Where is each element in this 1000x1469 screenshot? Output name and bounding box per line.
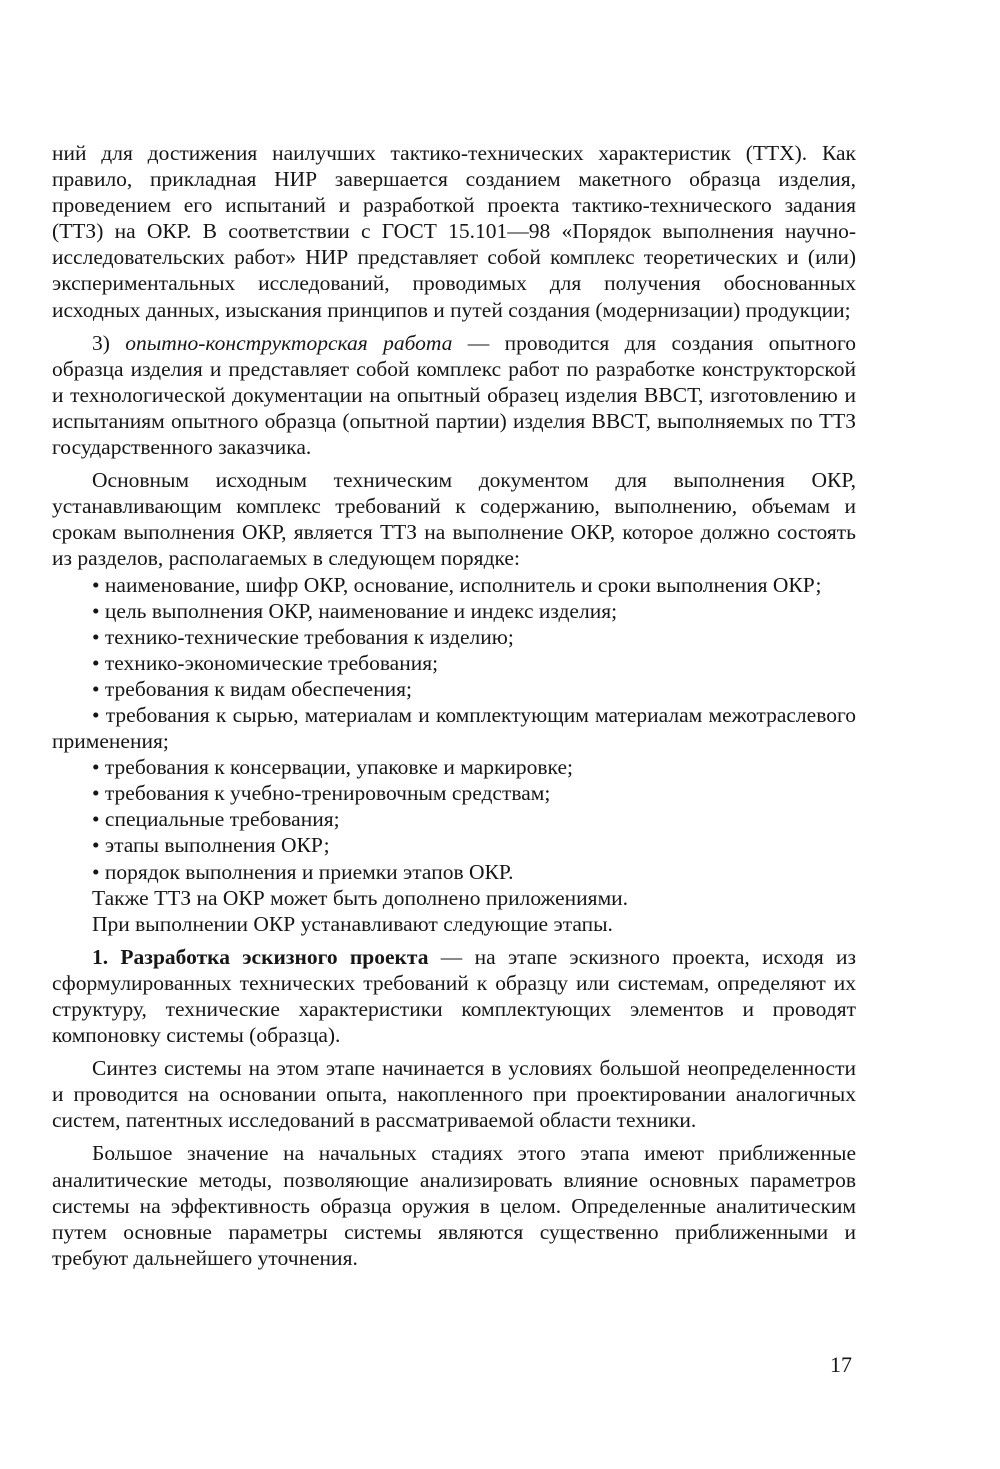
page-body — [52, 140, 856, 1271]
paragraph-stages: При выполнении ОКР устанавливают следующие этапы. — [92, 911, 613, 936]
list-item: • требования к сырью, материалам и комплектующим материалам межотраслевого применения; — [52, 702, 856, 754]
list-item: • наименование, шифр ОКР, основание, исполнитель и сроки выполнения ОКР; — [92, 572, 822, 597]
definition-text: — проводится для создания опытного образца изделия и представляет собой комплекс работ по разработке конструкторской и технологической документации на опытный образец изделия ВВСТ, изготовлению и испытаниям опытного образца (опытной партии) изделия ВВСТ, выполняемых по ТТЗ государственного заказчика. — [52, 330, 856, 460]
list-item: • требования к консервации, упаковке и маркировке; — [92, 755, 573, 780]
paragraph-appendices: Также ТТЗ на ОКР может быть дополнено приложениями. — [92, 885, 629, 910]
list-item: • требования к видам обеспечения; — [92, 676, 412, 701]
list-item: • требования к учебно-тренировочным средствам; — [92, 781, 551, 806]
paragraph-synthesis: Синтез системы на этом этапе начинается в условиях большой неопределенности и проводится на основании опыта, накопленного при проектировании аналогичных систем, патентных исследований в рассматриваемой области техники. — [52, 1056, 856, 1133]
list-item: • цель выполнения ОКР, наименование и индекс изделия; — [92, 598, 618, 623]
paragraph-okr-definition — [52, 330, 856, 460]
list-number: 3) — [92, 330, 126, 355]
list-item: • технико-экономические требования; — [92, 650, 439, 675]
list-item: • этапы выполнения ОКР; — [92, 833, 330, 858]
term-okr: опытно-конструкторская работа — [125, 330, 453, 355]
list-item: • технико-технические требования к изделию; — [92, 624, 514, 649]
list-item: • порядок выполнения и приемки этапов ОКР. — [92, 859, 514, 884]
stage-1-text: — на этапе эскизного проекта, исходя из сформулированных технических требований к образцу или системам, определяют их структуру, технические характеристики комплектующих элементов и проводят компоновку системы (образца). — [52, 944, 857, 1048]
paragraph-analytic-methods: Большое значение на начальных стадиях этого этапа имеют приближенные аналитические методы, позволяющие анализировать влияние основных параметров системы на эффективность образца оружия в целом. Определенные аналитическим путем основные параметры системы являются существенно приближенными и требуют дальнейшего уточнения. — [52, 1141, 856, 1270]
paragraph-stage-1 — [52, 944, 856, 1048]
page-number: 17 — [830, 1352, 852, 1377]
paragraph-continuation: ний для достижения наилучших тактико-технических характеристик (ТТХ). Как правило, прикладная НИР завершается созданием макетного образца изделия, проведением его испытаний и разработкой проекта тактико-технического задания (ТТЗ) на ОКР. В соответствии с ГОСТ 15.101—98 «Порядок выполнения научно-исследовательских работ» НИР представляет собой комплекс теоретических и (или) экспериментальных исследований, проводимых для получения обоснованных исходных данных, изыскания принципов и путей создания (модернизации) продукции; — [52, 141, 856, 322]
list-item: • специальные требования; — [92, 807, 340, 832]
paragraph-ttz: Основным исходным техническим документом для выполнения ОКР, устанавливающим комплекс требований к содержанию, выполнению, объемам и срокам выполнения ОКР, является ТТЗ на выполнение ОКР, которое должно состоять из разделов, располагаемых в следующем порядке: — [52, 468, 856, 571]
stage-1-heading: 1. Разработка эскизного проекта — [92, 944, 429, 969]
